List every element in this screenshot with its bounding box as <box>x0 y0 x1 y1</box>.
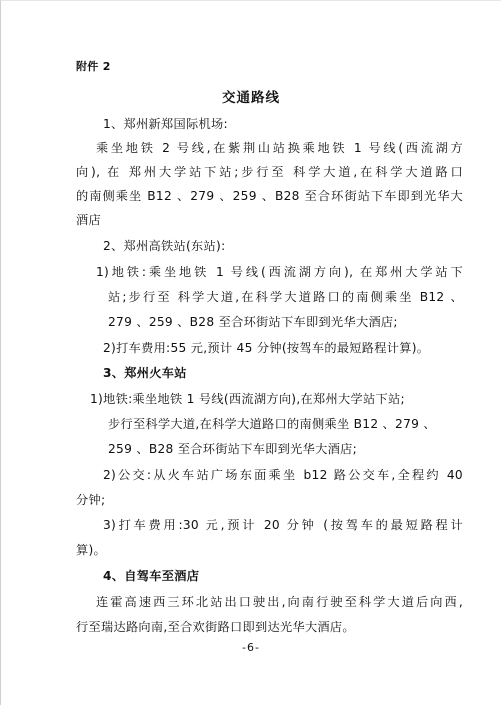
section-heading-high-speed-rail: 2、郑州高铁站(东站): <box>103 239 226 253</box>
section-heading-self-drive: 4、自驾车至酒店 <box>103 569 200 583</box>
paragraph-line: 2)打车费用:55 元,预计 45 分钟(按驾车的最短路程计算)。 <box>103 341 430 355</box>
attachment-label: 附件 2 <box>76 60 111 73</box>
paragraph-line: 2)公交:从火车站广场东面乘坐 b12 路公交车,全程约 40 <box>103 468 463 482</box>
paragraph-line: 步行至科学大道,在科学大道路口的南侧乘坐 B12 、279 、 <box>108 417 436 431</box>
paragraph-line: 乘坐地铁 2 号线,在紫荆山站换乘地铁 1 号线(西流湖方 <box>96 141 463 155</box>
paragraph-line: 的南侧乘坐 B12 、279 、259 、B28 至合环街站下车即到光华大 <box>76 189 463 203</box>
paragraph-line: 酒店 <box>76 213 101 227</box>
section-heading-railway-station: 3、郑州火车站 <box>103 366 187 380</box>
paragraph-line: 1)地铁:乘坐地铁 1 号线(西流湖方向), 在郑州大学站下 <box>96 265 463 279</box>
paragraph-line: 259 、B28 至合环街站下车即到光华大酒店; <box>108 442 357 456</box>
paragraph-line: 分钟; <box>76 493 106 507</box>
paragraph-line: 1)地铁:乘坐地铁 1 号线(西流湖方向),在郑州大学站下站; <box>90 392 405 406</box>
paragraph-line: 行至瑞达路向南,至合欢街路口即到达光华大酒店。 <box>76 620 355 634</box>
paragraph-line: 向), 在 郑州大学站下站;步行至 科学大道,在科学大道路口 <box>76 165 463 179</box>
page-number: -6- <box>242 641 260 654</box>
paragraph-line: 站;步行至 科学大道,在科学大道路口的南侧乘坐 B12 、 <box>108 290 463 304</box>
page-title: 交通路线 <box>222 90 280 106</box>
paragraph-line: 279 、259 、B28 至合环街站下车即到光华大酒店; <box>108 315 398 329</box>
section-heading-airport: 1、郑州新郑国际机场: <box>103 117 228 131</box>
paragraph-line: 连霍高速西三环北站出口驶出,向南行驶至科学大道后向西, <box>96 595 463 609</box>
paragraph-line: 算)。 <box>76 543 107 557</box>
paragraph-line: 3)打车费用:30 元,预计 20 分钟 (按驾车的最短路程计 <box>103 518 463 532</box>
